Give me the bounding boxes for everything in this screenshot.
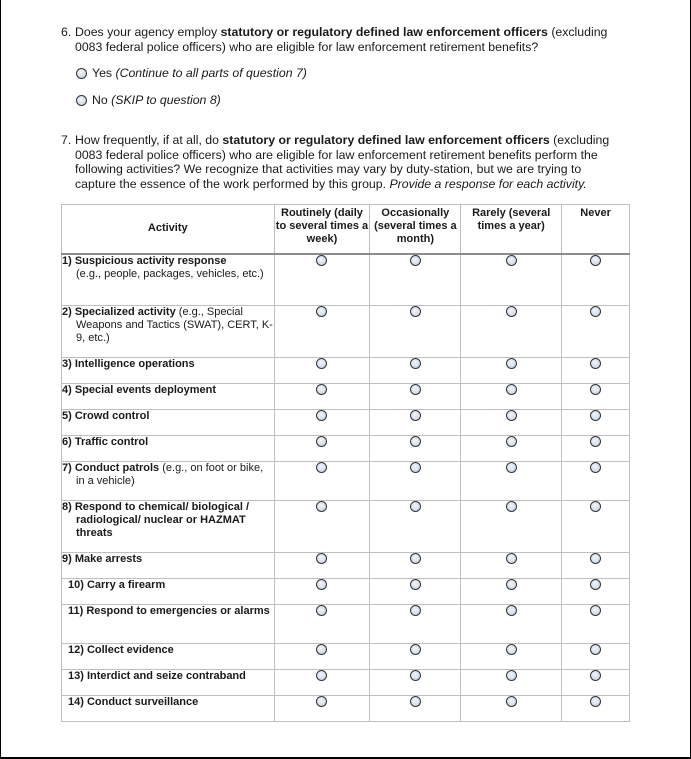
response-cell-routinely: [274, 410, 370, 436]
response-cell-never: [562, 553, 630, 579]
activity-cell: [62, 358, 275, 384]
radio-rarely[interactable]: [506, 605, 517, 616]
activity-cell: [62, 644, 275, 670]
radio-routinely[interactable]: [316, 306, 327, 317]
response-cell-routinely: [274, 644, 370, 670]
radio-routinely[interactable]: [316, 605, 327, 616]
radio-never[interactable]: [590, 462, 601, 473]
activity-cell: [62, 436, 275, 462]
radio-never[interactable]: [590, 501, 601, 512]
table-row: [62, 501, 630, 553]
radio-rarely[interactable]: [506, 644, 517, 655]
activity-cell: [62, 553, 275, 579]
radio-never[interactable]: [590, 644, 601, 655]
radio-rarely[interactable]: [506, 501, 517, 512]
table-row: [62, 306, 630, 358]
response-cell-rarely: [461, 579, 562, 605]
question-6: [61, 25, 621, 54]
option-no-label: No: [92, 93, 108, 107]
response-cell-rarely: [461, 410, 562, 436]
table-row: [62, 553, 630, 579]
header-occasionally: Occasionally (several times a month): [370, 205, 461, 254]
option-yes-label: Yes: [92, 66, 113, 80]
table-row: [62, 436, 630, 462]
option-no[interactable]: [76, 93, 221, 107]
radio-yes[interactable]: [76, 68, 87, 79]
table-row: [62, 605, 630, 644]
activity-label: 9) Make arrests: [62, 553, 143, 565]
radio-rarely[interactable]: [506, 462, 517, 473]
table-row: [62, 670, 630, 696]
radio-routinely[interactable]: [316, 553, 327, 564]
radio-rarely[interactable]: [506, 255, 517, 266]
response-cell-never: [562, 501, 630, 553]
radio-routinely[interactable]: [316, 436, 327, 447]
radio-rarely[interactable]: [506, 410, 517, 421]
response-cell-rarely: [461, 462, 562, 501]
response-cell-routinely: [274, 670, 370, 696]
response-cell-never: [562, 254, 630, 306]
radio-occasionally[interactable]: [410, 605, 421, 616]
response-cell-rarely: [461, 605, 562, 644]
response-cell-never: [562, 384, 630, 410]
radio-routinely[interactable]: [316, 670, 327, 681]
radio-occasionally[interactable]: [410, 696, 421, 707]
response-cell-occasionally: [370, 358, 461, 384]
response-cell-occasionally: [370, 553, 461, 579]
response-cell-rarely: [461, 254, 562, 306]
activity-cell: [62, 462, 275, 501]
response-cell-occasionally: [370, 462, 461, 501]
radio-never[interactable]: [590, 410, 601, 421]
activity-label: 5) Crowd control: [62, 410, 150, 422]
radio-occasionally[interactable]: [410, 384, 421, 395]
activity-label: 4) Special events deployment: [62, 384, 217, 396]
response-cell-routinely: [274, 462, 370, 501]
table-row: [62, 410, 630, 436]
radio-never[interactable]: [590, 306, 601, 317]
response-cell-occasionally: [370, 605, 461, 644]
response-cell-occasionally: [370, 410, 461, 436]
response-cell-never: [562, 358, 630, 384]
response-cell-never: [562, 670, 630, 696]
response-cell-rarely: [461, 696, 562, 722]
radio-occasionally[interactable]: [410, 644, 421, 655]
table-row: [62, 696, 630, 722]
question-7: [61, 133, 621, 191]
response-cell-occasionally: [370, 306, 461, 358]
activity-cell: [62, 254, 275, 306]
response-cell-never: [562, 696, 630, 722]
response-cell-routinely: [274, 696, 370, 722]
radio-routinely[interactable]: [316, 255, 327, 266]
activity-label: 1) Suspicious activity response: [62, 254, 227, 267]
activity-cell: [62, 605, 275, 644]
response-cell-occasionally: [370, 254, 461, 306]
radio-rarely[interactable]: [506, 553, 517, 564]
response-cell-never: [562, 436, 630, 462]
radio-occasionally[interactable]: [410, 255, 421, 266]
response-cell-never: [562, 462, 630, 501]
radio-routinely[interactable]: [316, 462, 327, 473]
response-cell-routinely: [274, 436, 370, 462]
radio-routinely[interactable]: [316, 384, 327, 395]
radio-routinely[interactable]: [316, 696, 327, 707]
activity-cell: [62, 384, 275, 410]
radio-never[interactable]: [590, 696, 601, 707]
activity-cell: [62, 696, 275, 722]
response-cell-occasionally: [370, 436, 461, 462]
response-cell-occasionally: [370, 579, 461, 605]
activity-cell: [62, 501, 275, 553]
response-cell-rarely: [461, 670, 562, 696]
response-cell-routinely: [274, 358, 370, 384]
response-cell-routinely: [274, 579, 370, 605]
radio-rarely[interactable]: [506, 384, 517, 395]
radio-routinely[interactable]: [316, 579, 327, 590]
radio-never[interactable]: [590, 605, 601, 616]
radio-occasionally[interactable]: [410, 436, 421, 447]
response-cell-routinely: [274, 384, 370, 410]
activity-label: 14) Conduct surveillance: [68, 696, 199, 708]
activity-cell: [62, 410, 275, 436]
response-cell-occasionally: [370, 644, 461, 670]
table-row: [62, 384, 630, 410]
response-cell-occasionally: [370, 501, 461, 553]
radio-rarely[interactable]: [506, 306, 517, 317]
radio-rarely[interactable]: [506, 579, 517, 590]
table-row: [62, 254, 630, 306]
response-cell-routinely: [274, 553, 370, 579]
response-cell-routinely: [274, 501, 370, 553]
radio-routinely[interactable]: [316, 644, 327, 655]
response-cell-occasionally: [370, 670, 461, 696]
activity-cell: [62, 579, 275, 605]
radio-rarely[interactable]: [506, 670, 517, 681]
response-cell-routinely: [274, 605, 370, 644]
radio-rarely[interactable]: [506, 436, 517, 447]
response-cell-rarely: [461, 553, 562, 579]
header-never: Never: [562, 205, 630, 254]
activity-label: 11) Respond to emergencies or alarms: [68, 605, 270, 617]
response-cell-never: [562, 644, 630, 670]
table-row: [62, 358, 630, 384]
radio-rarely[interactable]: [506, 696, 517, 707]
option-yes[interactable]: [76, 66, 307, 80]
response-cell-occasionally: [370, 384, 461, 410]
activity-frequency-table: [61, 204, 630, 722]
activity-label: 8) Respond to chemical/ biological / radiological/ nuclear or HAZMAT threats: [62, 501, 250, 539]
table-row: [62, 462, 630, 501]
activity-label: 12) Collect evidence: [68, 644, 174, 656]
question-7-number: 7.: [61, 133, 72, 147]
activity-label: 13) Interdict and seize contraband: [68, 670, 246, 682]
response-cell-never: [562, 410, 630, 436]
radio-never[interactable]: [590, 255, 601, 266]
radio-occasionally[interactable]: [410, 306, 421, 317]
radio-occasionally[interactable]: [410, 670, 421, 681]
response-cell-rarely: [461, 436, 562, 462]
response-cell-never: [562, 579, 630, 605]
response-cell-rarely: [461, 384, 562, 410]
radio-never[interactable]: [590, 384, 601, 395]
radio-never[interactable]: [590, 579, 601, 590]
radio-occasionally[interactable]: [410, 501, 421, 512]
table-header-row: [62, 205, 630, 254]
activity-cell: [62, 306, 275, 358]
radio-never[interactable]: [590, 553, 601, 564]
activity-label: 2) Specialized activity: [62, 306, 176, 318]
header-activity: Activity: [62, 205, 275, 254]
radio-no[interactable]: [76, 95, 87, 106]
radio-never[interactable]: [590, 670, 601, 681]
radio-rarely[interactable]: [506, 358, 517, 369]
response-cell-never: [562, 605, 630, 644]
radio-never[interactable]: [590, 358, 601, 369]
radio-routinely[interactable]: [316, 358, 327, 369]
radio-routinely[interactable]: [316, 501, 327, 512]
activity-description: (e.g., people, packages, vehicles, etc.): [76, 267, 264, 280]
option-no-note: (SKIP to question 8): [111, 93, 221, 107]
radio-occasionally[interactable]: [410, 462, 421, 473]
activity-cell: [62, 670, 275, 696]
activity-description: (e.g., Special Weapons and Tactics (SWAT), CERT, K-9, etc.): [76, 306, 273, 344]
header-rarely: Rarely (several times a year): [461, 205, 562, 254]
response-cell-rarely: [461, 306, 562, 358]
question-6-text: Does your agency employ statutory or regulatory defined law enforcement officers (excluding 0083 federal police officers) who are eligible for law enforcement retirement benefits?: [75, 25, 608, 54]
option-yes-note: (Continue to all parts of question 7): [115, 66, 307, 80]
response-cell-rarely: [461, 644, 562, 670]
activity-label: 6) Traffic control: [62, 436, 149, 448]
table-row: [62, 579, 630, 605]
radio-occasionally[interactable]: [410, 358, 421, 369]
table-row: [62, 644, 630, 670]
activity-description: (e.g., on foot or bike, in a vehicle): [76, 462, 264, 487]
response-cell-routinely: [274, 254, 370, 306]
radio-occasionally[interactable]: [410, 579, 421, 590]
radio-never[interactable]: [590, 436, 601, 447]
radio-routinely[interactable]: [316, 410, 327, 421]
response-cell-occasionally: [370, 696, 461, 722]
header-routinely: Routinely (daily to several times a week): [274, 205, 370, 254]
response-cell-never: [562, 306, 630, 358]
question-6-number: 6.: [61, 25, 72, 39]
activity-label: 3) Intelligence operations: [62, 358, 195, 370]
response-cell-rarely: [461, 358, 562, 384]
response-cell-routinely: [274, 306, 370, 358]
activity-label: 7) Conduct patrols: [62, 462, 160, 474]
radio-occasionally[interactable]: [410, 410, 421, 421]
response-cell-rarely: [461, 501, 562, 553]
activity-label: 10) Carry a firearm: [68, 579, 166, 591]
radio-occasionally[interactable]: [410, 553, 421, 564]
question-7-text: How frequently, if at all, do statutory or regulatory defined law enforcement officers (excluding 0083 federal police officers) who are eligible for law enforcement retirement benefits perform the following activities? We recognize that activities may vary by duty-station, but we are trying to capture the essence of the work performed by this group. Provide a response for each activity.: [75, 133, 610, 191]
